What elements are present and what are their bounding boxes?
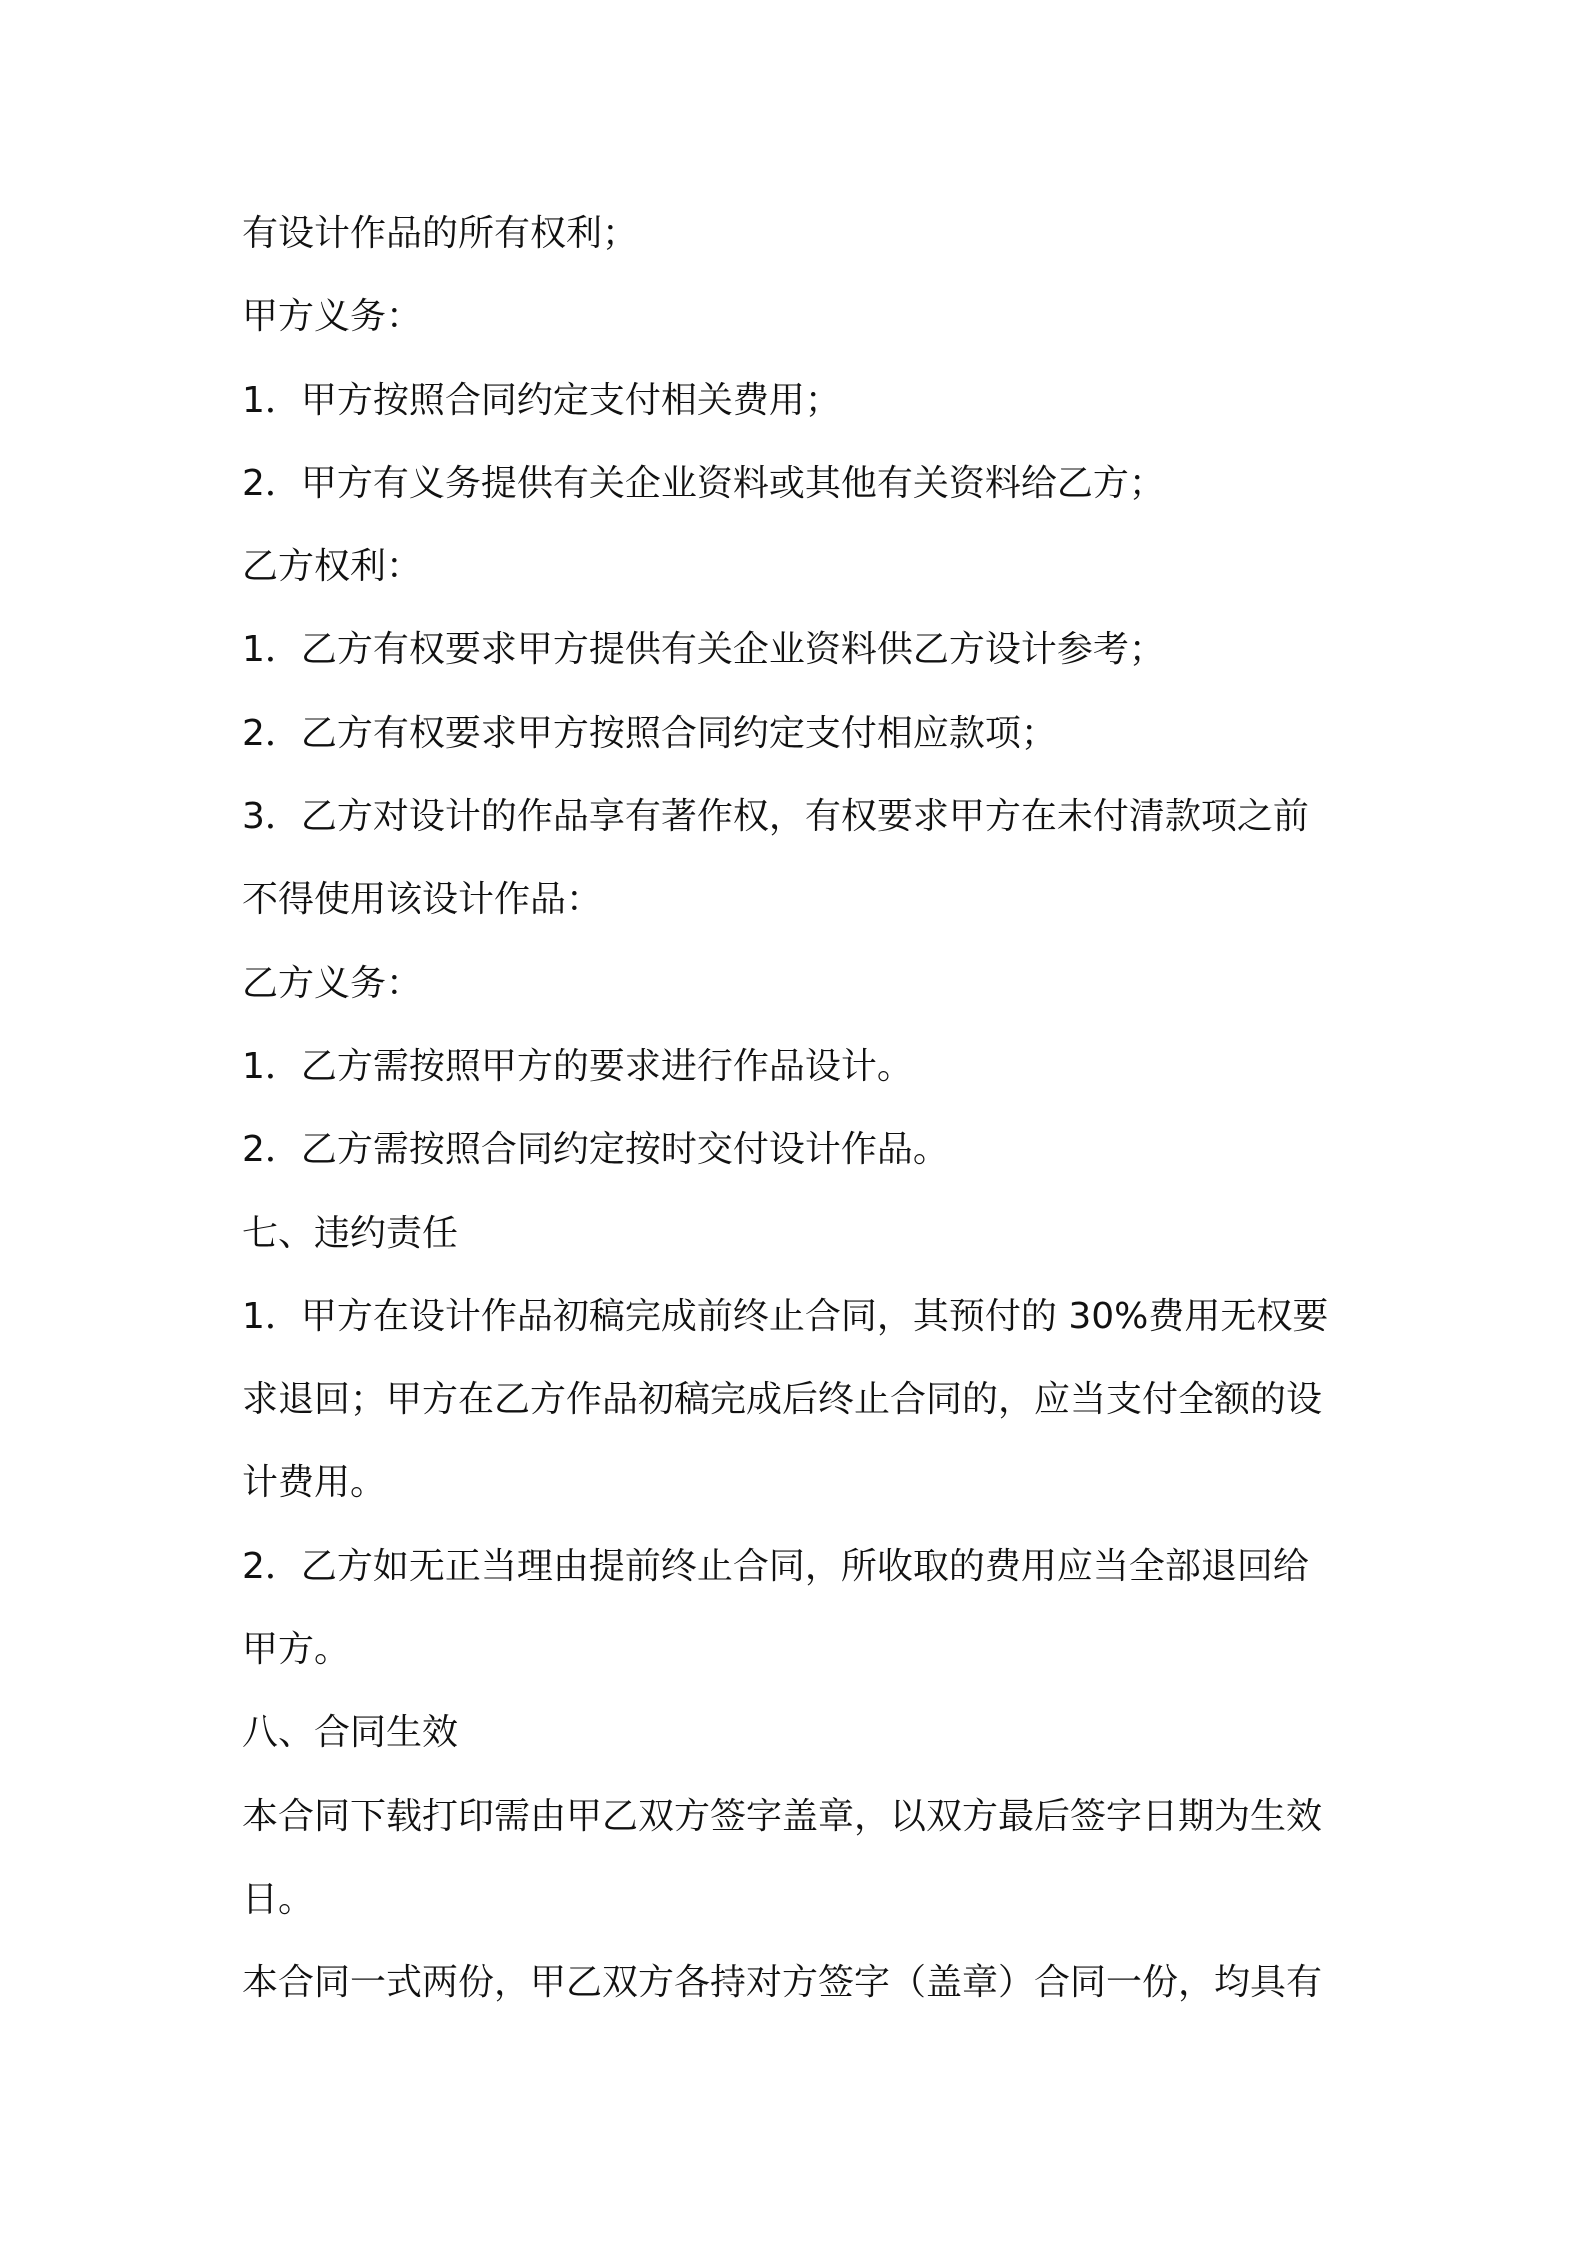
text-line: 本合同一式两份，甲乙双方各持对方签字（盖章）合同一份，均具有 — [242, 1962, 1323, 2004]
section-heading: 乙方义务： — [242, 962, 423, 1004]
list-item: 2．甲方有义务提供有关企业资料或其他有关资料给乙方； — [242, 462, 1165, 504]
list-item: 1．乙方有权要求甲方提供有关企业资料供乙方设计参考； — [242, 629, 1165, 671]
list-item: 1．乙方需按照甲方的要求进行作品设计。 — [242, 1045, 913, 1087]
text-line: 计费用。 — [242, 1462, 387, 1504]
text-line: 有设计作品的所有权利； — [242, 213, 639, 254]
list-item: 2．乙方需按照合同约定按时交付设计作品。 — [242, 1129, 949, 1171]
list-item: 1．甲方按照合同约定支付相关费用； — [242, 379, 841, 421]
text-line: 甲方。 — [242, 1629, 351, 1671]
text-line: 日。 — [242, 1878, 315, 1920]
list-item: 2．乙方有权要求甲方按照合同约定支付相应款项； — [242, 712, 1057, 754]
list-item: 3．乙方对设计的作品享有著作权，有权要求甲方在未付清款项之前 — [242, 796, 1309, 838]
text-line: 不得使用该设计作品： — [242, 879, 603, 921]
section-heading: 七、违约责任 — [242, 1212, 459, 1254]
section-heading: 甲方义务： — [242, 296, 423, 338]
text-line: 求退回；甲方在乙方作品初稿完成后终止合同的，应当支付全额的设 — [242, 1379, 1323, 1421]
document-body — [242, 192, 1362, 2025]
text-line: 本合同下载打印需由甲乙双方签字盖章，以双方最后签字日期为生效 — [242, 1795, 1323, 1837]
section-heading: 八、合同生效 — [242, 1712, 459, 1754]
list-item: 2．乙方如无正当理由提前终止合同，所收取的费用应当全部退回给 — [242, 1545, 1309, 1587]
section-heading: 乙方权利： — [242, 546, 423, 588]
list-item: 1．甲方在设计作品初稿完成前终止合同，其预付的 30%费用无权要 — [242, 1295, 1329, 1337]
